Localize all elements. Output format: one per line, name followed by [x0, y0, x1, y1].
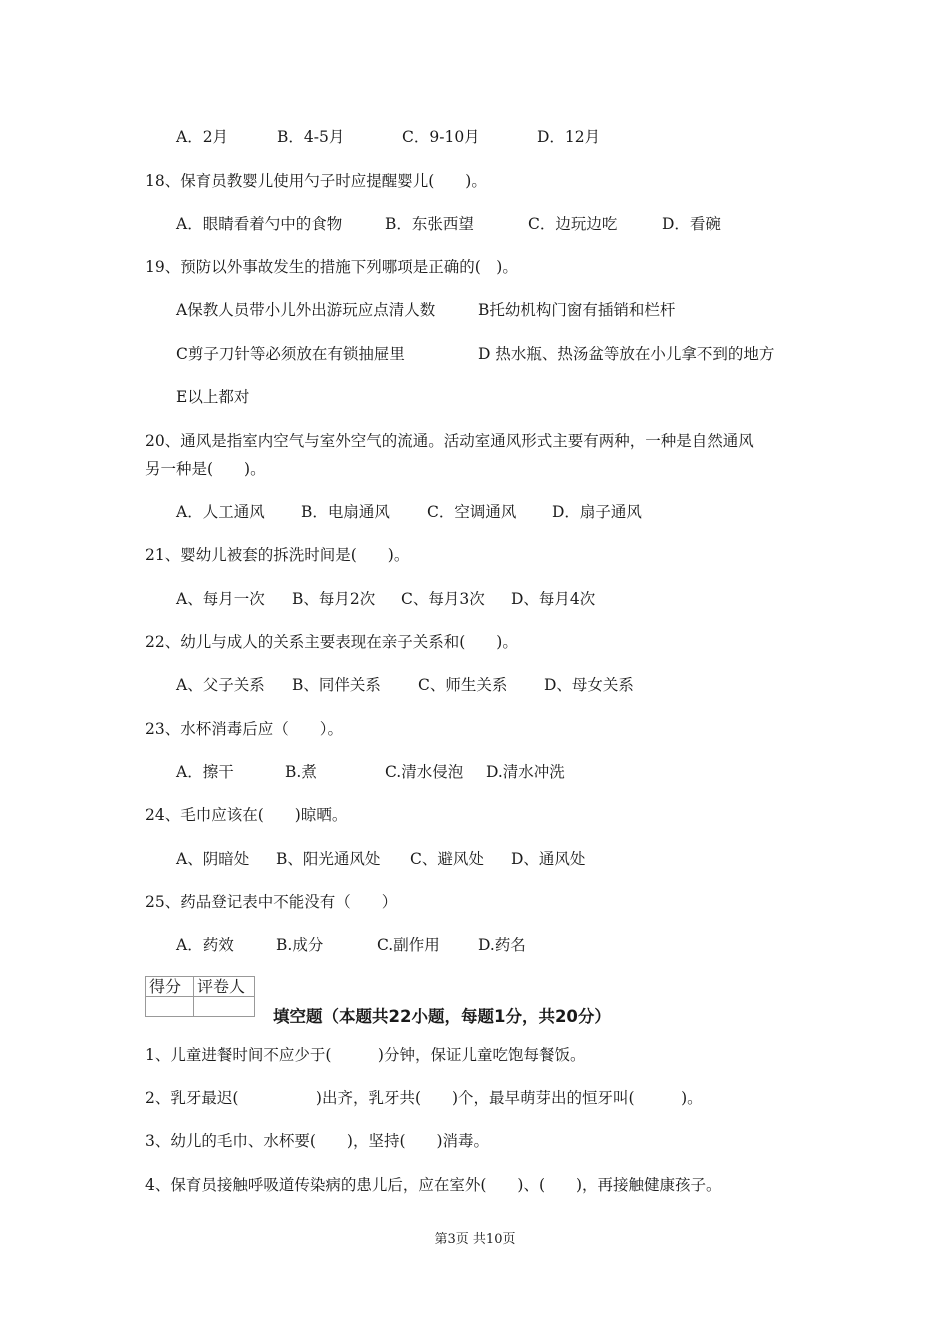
q20-option-c: C．空调通风: [427, 503, 517, 521]
q18-option-c: C．边玩边吃: [528, 215, 618, 233]
q20-stem-line1: 20、通风是指室内空气与室外空气的流通。活动室通风形式主要有两种，一种是自然通风: [145, 432, 754, 450]
q25-option-c: C.副作用: [377, 936, 440, 954]
q20-stem-line2: 另一种是( )。: [145, 460, 266, 478]
q17-option-a: A．2月: [176, 128, 229, 146]
q23-option-a: A．擦干: [176, 763, 234, 781]
q19-option-c: C剪子刀针等必须放在有锁抽屉里: [176, 345, 405, 363]
q25-option-a: A．药效: [176, 936, 234, 954]
q22-stem: 22、幼儿与成人的关系主要表现在亲子关系和( )。: [145, 633, 518, 651]
q21-option-a: A、每月一次: [176, 590, 265, 608]
section-title: 填空题（本题共22小题，每题1分，共20分）: [273, 1007, 611, 1026]
fill-question-1: 1、儿童进餐时间不应少于( )分钟，保证儿童吃饱每餐饭。: [145, 1046, 586, 1064]
score-cell[interactable]: [146, 997, 194, 1017]
q19-stem: 19、预防以外事故发生的措施下列哪项是正确的( )。: [145, 258, 518, 276]
score-table: [145, 976, 255, 1017]
q21-option-d: D、每月4次: [511, 590, 596, 608]
q22-option-b: B、同伴关系: [292, 676, 381, 694]
q20-option-b: B．电扇通风: [301, 503, 390, 521]
grader-label: 评卷人: [194, 977, 255, 997]
q20-option-a: A．人工通风: [176, 503, 265, 521]
q21-stem: 21、婴幼儿被套的拆洗时间是( )。: [145, 546, 410, 564]
q18-option-a: A．眼睛看着勺中的食物: [176, 215, 343, 233]
q24-option-a: A、阴暗处: [176, 850, 250, 868]
q18-option-b: B．东张西望: [385, 215, 474, 233]
q19-option-d: D 热水瓶、热汤盆等放在小儿拿不到的地方: [478, 345, 775, 363]
q19-option-b: B托幼机构门窗有插销和栏杆: [478, 301, 676, 319]
q24-option-d: D、通风处: [511, 850, 586, 868]
q22-option-a: A、父子关系: [176, 676, 265, 694]
fill-question-3: 3、幼儿的毛巾、水杯要( )，坚持( )消毒。: [145, 1132, 490, 1150]
grader-cell[interactable]: [194, 997, 255, 1017]
q24-stem: 24、毛巾应该在( )晾晒。: [145, 806, 348, 824]
q21-option-b: B、每月2次: [292, 590, 376, 608]
q22-option-d: D、母女关系: [544, 676, 634, 694]
q21-option-c: C、每月3次: [401, 590, 485, 608]
q23-option-c: C.清水侵泡: [385, 763, 464, 781]
q23-option-d: D.清水冲洗: [486, 763, 565, 781]
fill-question-2: 2、乳牙最迟( )出齐，乳牙共( )个，最早萌芽出的恒牙叫( )。: [145, 1089, 703, 1107]
q19-option-e: E以上都对: [176, 388, 250, 406]
q17-option-d: D．12月: [537, 128, 601, 146]
q25-stem: 25、药品登记表中不能没有（ ）: [145, 893, 398, 911]
q25-option-b: B.成分: [276, 936, 324, 954]
page-footer: 第3页 共10页: [434, 1232, 516, 1247]
q18-option-d: D．看碗: [662, 215, 721, 233]
q17-option-b: B．4-5月: [277, 128, 345, 146]
q23-stem: 23、水杯消毒后应（ ）。: [145, 720, 343, 738]
q24-option-c: C、避风处: [410, 850, 484, 868]
q24-option-b: B、阳光通风处: [276, 850, 381, 868]
q17-option-c: C．9-10月: [402, 128, 480, 146]
q18-stem: 18、保育员教婴儿使用勺子时应提醒婴儿( )。: [145, 172, 487, 190]
q19-option-a: A保教人员带小儿外出游玩应点清人数: [176, 301, 436, 319]
q23-option-b: B.煮: [285, 763, 317, 781]
score-label: 得分: [146, 977, 194, 997]
q22-option-c: C、师生关系: [418, 676, 508, 694]
q25-option-d: D.药名: [478, 936, 526, 954]
q20-option-d: D．扇子通风: [552, 503, 642, 521]
fill-question-4: 4、保育员接触呼吸道传染病的患儿后，应在室外( )、( )，再接触健康孩子。: [145, 1176, 722, 1194]
